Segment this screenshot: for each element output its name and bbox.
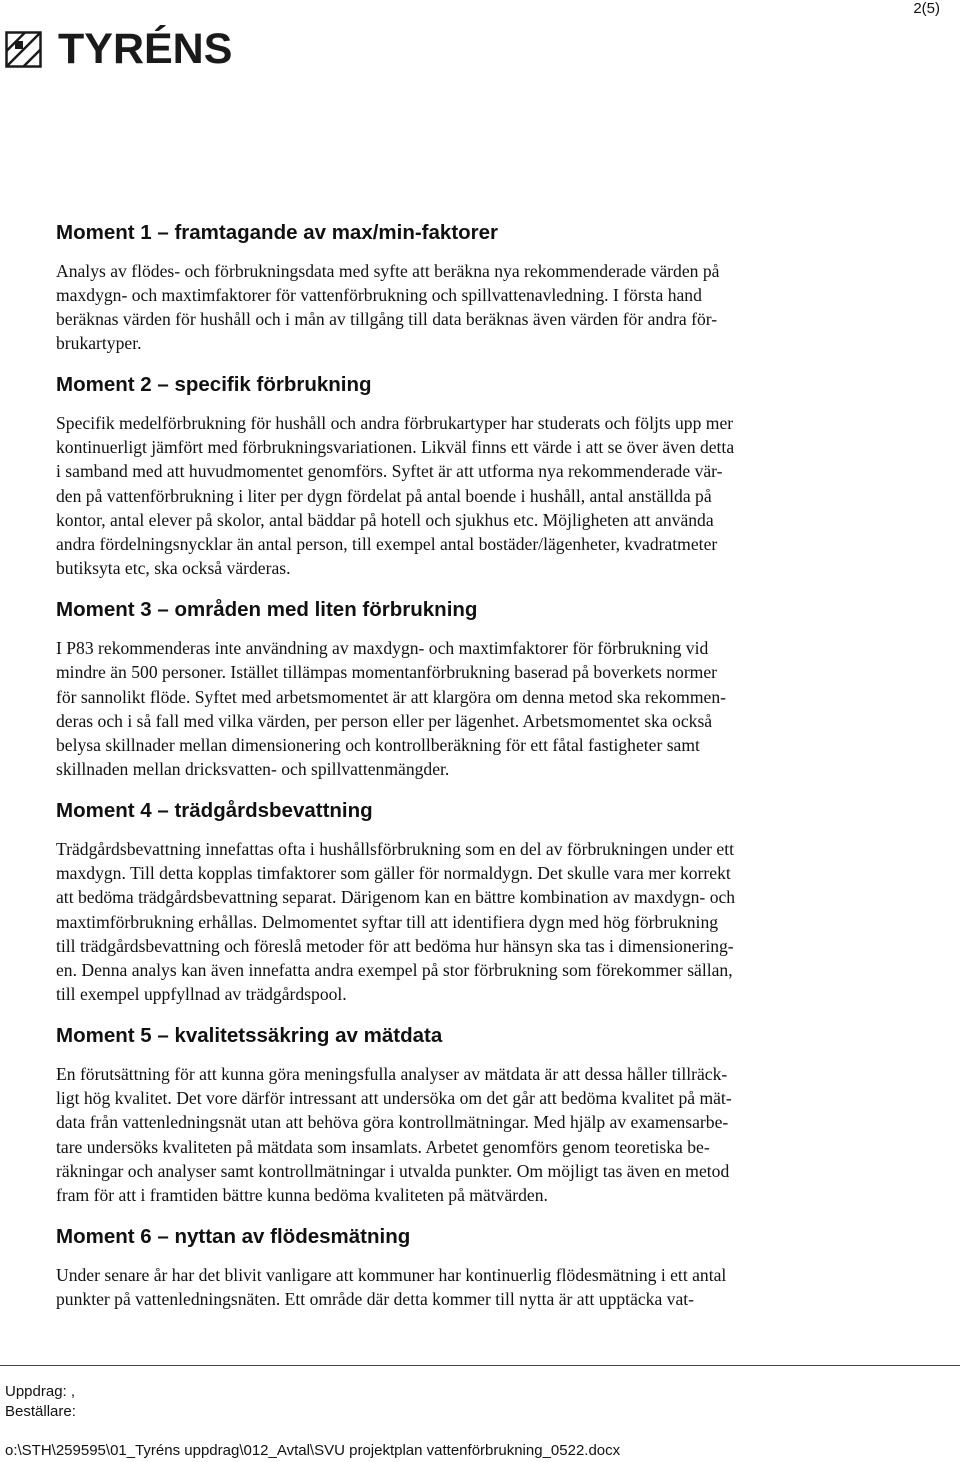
section-heading: Moment 4 – trädgårdsbevattning — [56, 799, 373, 823]
footer-uppdrag: Uppdrag: , — [5, 1383, 76, 1400]
section-heading: Moment 5 – kvalitetssäkring av mätdata — [56, 1024, 443, 1048]
section-heading: Moment 2 – specifik förbrukning — [56, 373, 372, 397]
company-logo — [5, 25, 233, 73]
section-paragraph: I P83 rekommenderas inte användning av maxdygn- och maxtimfaktorer för förbrukning vid mindre än 500 personer. Istället tillämpas momentanförbrukning baserad på boverkets normer för sannolikt flöde. Syftet med arbetsmomentet är att klargöra om denna metod ska rekommen- deras och i så fall med vilka värden, per person eller per lägenhet. Arbetsmomentet ska också belysa skillnader mellan dimensionering och kontrollberäkning för ett fåtal fastigheter samt skillnaden mellan dricksvatten- och spillvattenmängder. — [56, 638, 726, 780]
page-number: 2(5) — [913, 0, 940, 17]
footer-bestallare: Beställare: — [5, 1403, 76, 1420]
document-body — [56, 220, 901, 1328]
section-moment-4 — [56, 798, 901, 1006]
section-heading: Moment 1 – framtagande av max/min-faktorer — [56, 221, 499, 244]
footer-file-path: o:\STH\259595\01_Tyréns uppdrag\012_Avtal\SVU projektplan vattenförbrukning_0522.docx — [5, 1442, 621, 1459]
section-heading: Moment 6 – nyttan av flödesmätning — [56, 1225, 411, 1249]
section-moment-3 — [56, 597, 901, 781]
section-paragraph: Under senare år har det blivit vanligare att kommuner har kontinuerlig flödesmätning i ett antal punkter på vattenledningsnäten. Ett område där detta kommer till nytta är att upptäcka vat- — [56, 1264, 727, 1310]
section-paragraph: Trädgårdsbevattning innefattas ofta i hushållsförbrukning som en del av förbrukningen under ett maxdygn. Till detta kopplas timfaktorer som gäller för normaldygn. Det skulle vara mer korrekt att bedöma trädgårdsbevattning separat. Därigenom kan en bättre kombination av maxdygn- och maxtimförbrukning erhållas. Delmomentet syftar till att identifiera dygn med hög förbrukning till trädgårdsbevattning och föreslå metoder för att bedöma hur hänsyn ska tas i dimensionering- en. Denna analys kan även innefatta andra exempel på stor förbrukning som förekommer sällan, till exempel uppfyllnad av trädgårdspool. — [56, 838, 736, 1005]
tyrens-mark-icon — [5, 31, 42, 68]
section-moment-2 — [56, 372, 901, 580]
section-paragraph: En förutsättning för att kunna göra meningsfulla analyser av mätdata är att dessa håller tillräck- ligt hög kvalitet. Det vore därför intressant att undersöka om det går att bedöma kvalitet på mät- data från vattenledningsnät utan att behöva göra kontrollmätningar. Med hjälp av examensarbe- tare undersöks kvaliteten på mätdata som insamlats. Arbetet genomförs genom teoretiska be- räkningar och analyser samt kontrollmätningar i utvalda punkter. Om möjligt tas även en metod fram för att i framtiden bättre kunna bedöma kvaliteten på mätvärden. — [56, 1064, 732, 1206]
section-moment-5 — [56, 1023, 901, 1207]
section-moment-6 — [56, 1224, 901, 1311]
section-paragraph: Specifik medelförbrukning för hushåll och andra förbrukartyper har studerats och följts upp mer kontinuerligt jämfört med förbrukningsvariationen. Likväl finns ett värde i att se över även detta i samband med att huvudmomentet genomförs. Syftet är att utforma nya rekommenderade vär- den på vattenförbrukning i liter per dygn fördelat på antal boende i hushåll, antal anställda på kontor, antal elever på skolor, antal bäddar på hotell och sjukhus etc. Möjligheten att använda andra fördelningsnycklar än antal person, till exempel antal bostäder/lägenheter, kvadratmeter butiksyta etc, ska också värderas. — [56, 413, 735, 579]
section-moment-1 — [56, 220, 901, 355]
logo-text: TYRÉNS — [58, 25, 233, 73]
section-paragraph: Analys av flödes- och förbrukningsdata med syfte att beräkna nya rekommenderade värden på maxdygn- och maxtimfaktorer för vattenförbrukning och spillvattenavledning. I första hand beräknas värden för hushåll och i mån av tillgång till data beräknas även värden för andra för- brukartyper. — [56, 260, 720, 354]
footer-divider — [0, 1365, 960, 1366]
section-heading: Moment 3 – områden med liten förbrukning — [56, 598, 478, 622]
